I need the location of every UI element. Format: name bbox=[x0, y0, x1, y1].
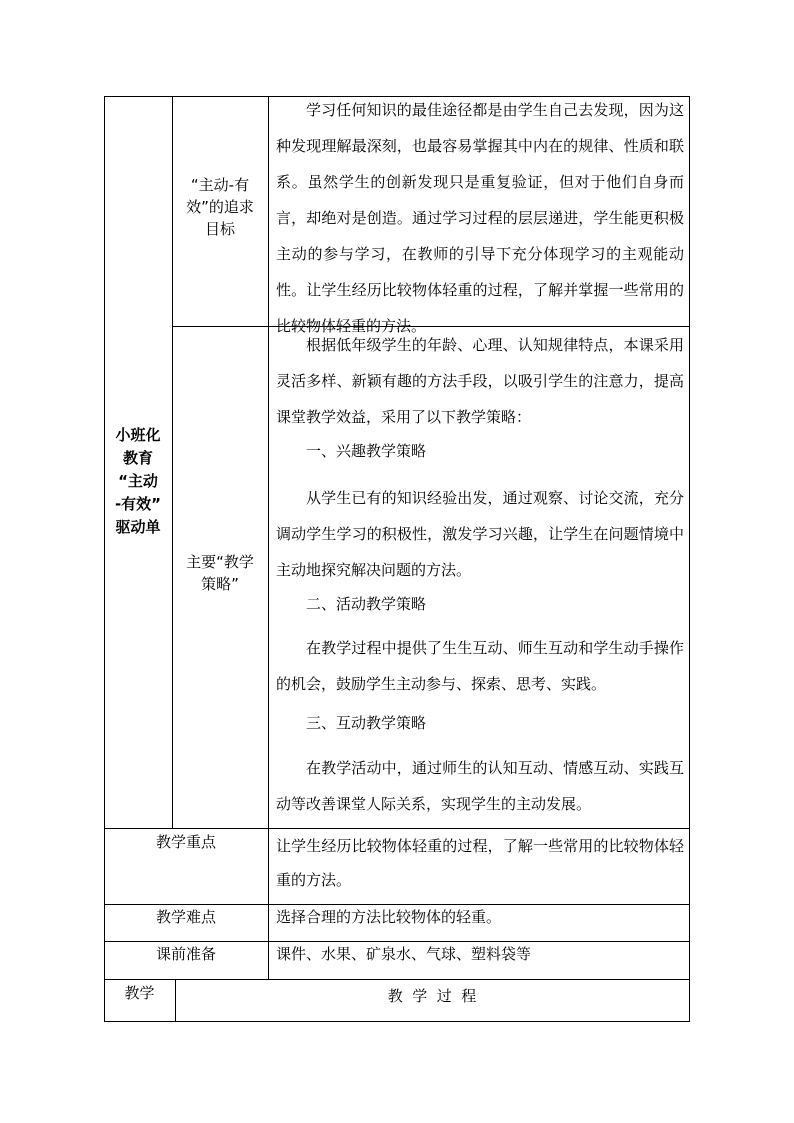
difficulty-label: 教学难点 bbox=[155, 908, 216, 926]
strategy-heading-interest: 一、兴趣教学策略 bbox=[306, 442, 427, 460]
side-label-line: -有效” bbox=[114, 495, 162, 513]
strategy-label-line: 策略” bbox=[201, 575, 239, 593]
strategy-label-line: 主要“教学 bbox=[186, 553, 254, 571]
side-label-line: 小班化 bbox=[115, 426, 161, 444]
goal-text: 学习任何知识的最佳途径都是由学生自己去发现，因为这种发现理解最深刻，也最容易掌握其中内在的规律、性质和联系。虽然学生的创新发现只是重复验证，但对于他们自身而言，却绝对是创造。通过学习过程的层层递进，学生能更积极主动的参与学习，在教师的引导下充分体现学习的主观能动性。让学生经历比较物体轻重的过程，了解并掌握一些常用的比较物体轻重的方法。 bbox=[276, 101, 684, 335]
goal-label-line: 目标 bbox=[204, 220, 235, 238]
table-divider-process bbox=[104, 979, 690, 980]
strategy-label bbox=[172, 551, 268, 595]
strategy-para-interaction: 在教学活动中，通过师生的认知互动、情感互动、实践互动等改善课堂人际关系，实现学生的主动发展。 bbox=[276, 759, 684, 813]
process-title: 教 学 过 程 bbox=[387, 987, 477, 1005]
side-label-line: 驱动单 bbox=[115, 518, 161, 536]
table-divider-difficulty bbox=[104, 904, 690, 905]
strategy-para-activity: 在教学过程中提供了生生互动、师生互动和学生动手操作的机会，鼓励学生主动参与、探索、思考、实践。 bbox=[276, 639, 684, 693]
column-divider-label bbox=[268, 96, 269, 979]
table-divider-preparation bbox=[104, 941, 690, 942]
key-points-value: 让学生经历比较物体轻重的过程，了解一些常用的比较物体轻重的方法。 bbox=[276, 837, 684, 889]
process-label: 教学 bbox=[124, 984, 155, 1002]
side-label-line: 教育 bbox=[122, 449, 153, 467]
key-points-label: 教学重点 bbox=[155, 833, 216, 851]
preparation-label: 课前准备 bbox=[155, 945, 216, 963]
strategy-heading-activity: 二、活动教学策略 bbox=[306, 595, 427, 613]
goal-label bbox=[172, 174, 268, 240]
strategy-intro: 根据低年级学生的年龄、心理、认知规律特点，本课采用灵活多样、新颖有趣的方法手段，以吸引学生的注意力，提高课堂教学效益，采用了以下教学策略： bbox=[276, 336, 684, 426]
strategy-heading-interaction: 三、互动教学策略 bbox=[306, 714, 427, 732]
side-label bbox=[104, 424, 172, 539]
difficulty-value: 选择合理的方法比较物体的轻重。 bbox=[276, 908, 502, 926]
preparation-value: 课件、水果、矿泉水、气球、塑料袋等 bbox=[276, 945, 532, 963]
goal-label-line: “主动-有 bbox=[190, 176, 250, 194]
table-border-bottom bbox=[104, 1021, 690, 1022]
table-border-right bbox=[689, 96, 690, 1022]
goal-label-line: 效”的追求 bbox=[186, 198, 254, 216]
strategy-para-interest: 从学生已有的知识经验出发，通过观察、讨论交流，充分调动学生学习的积极性，激发学习兴趣，让学生在问题情境中主动地探究解决问题的方法。 bbox=[276, 489, 684, 579]
side-label-line: “主动 bbox=[118, 472, 158, 490]
table-border-left bbox=[104, 96, 105, 1022]
